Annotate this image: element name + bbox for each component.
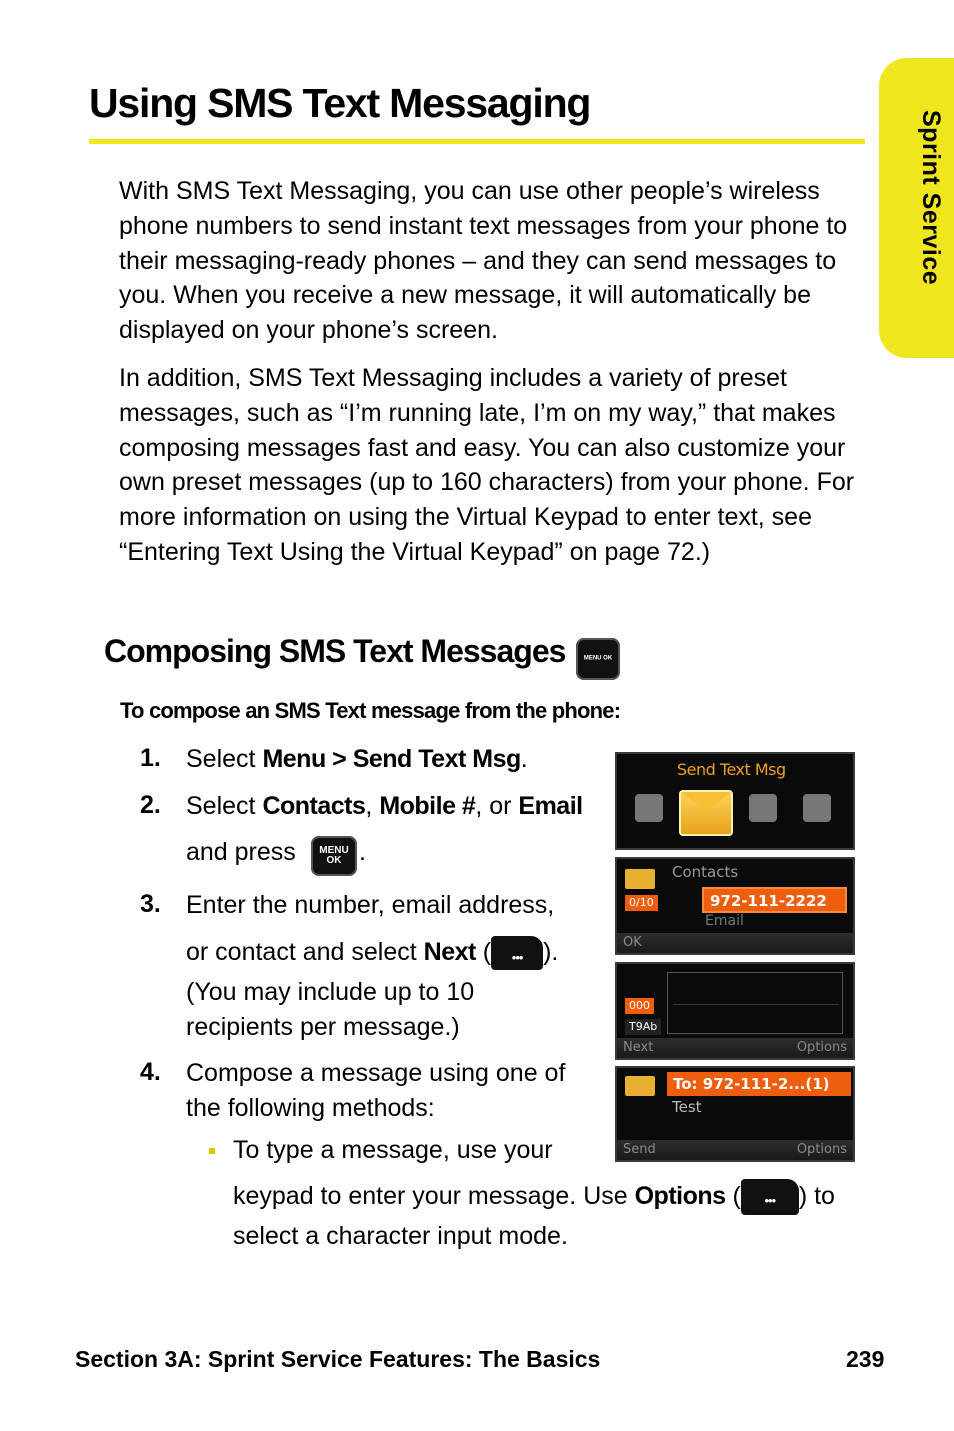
softkey-icon xyxy=(491,936,543,970)
step-4-line-1: Compose a message using one of xyxy=(186,1059,566,1087)
message-input-area xyxy=(667,972,843,1034)
bullet-marker xyxy=(209,1148,215,1154)
phone-screen-compose xyxy=(615,962,855,1060)
step-3-close-paren: ). xyxy=(543,938,559,966)
step-2-pre: Select xyxy=(186,792,263,820)
step-number-3: 3. xyxy=(140,890,161,918)
screen-title: Contacts xyxy=(672,863,739,881)
bullet-options: Options xyxy=(634,1182,726,1210)
footer-section-label: Section 3A: Sprint Service Features: The Basics xyxy=(75,1346,601,1372)
step-1-menu-path: Menu > Send Text Msg xyxy=(262,745,521,773)
screen-title: Send Text Msg xyxy=(677,760,786,779)
procedure-subheading: To compose an SMS Text message from the phone: xyxy=(120,698,621,723)
softkey-icon xyxy=(741,1179,799,1215)
char-count-badge: 000 xyxy=(625,998,654,1014)
message-body: Test xyxy=(672,1098,702,1116)
step-2-sep-2: , or xyxy=(475,792,519,820)
menu-ok-key-icon xyxy=(311,836,357,876)
left-softkey-label: OK xyxy=(623,935,642,950)
title-underline xyxy=(89,139,865,144)
step-2-mobile: Mobile # xyxy=(379,792,476,820)
recipient-count-badge: 0/10 xyxy=(625,895,658,911)
input-mode-badge: T9Ab xyxy=(625,1019,661,1035)
bullet-open-paren: ( xyxy=(725,1182,741,1210)
step-number-2: 2. xyxy=(140,791,161,819)
softkey-bar xyxy=(617,1038,853,1058)
step-3-line-4: recipients per message.) xyxy=(186,1013,460,1041)
step-2-period: . xyxy=(359,838,366,866)
step-3-pre: or contact and select xyxy=(186,938,424,966)
menu-ok-key-label: MENU OK xyxy=(583,655,613,662)
menu-key-label: MENU xyxy=(319,845,349,856)
left-softkey-label: Send xyxy=(623,1142,656,1157)
phone-screen-contacts xyxy=(615,857,855,955)
menu-ok-key-text xyxy=(311,846,357,866)
recipient-bar: To: 972-111-2...(1) xyxy=(667,1072,851,1096)
ok-key-label: OK xyxy=(326,855,342,866)
bullet-pre: keypad to enter your message. Use xyxy=(233,1182,635,1210)
step-2-line-2 xyxy=(186,835,296,870)
email-option: Email xyxy=(705,913,744,929)
softkey-bar xyxy=(617,1140,853,1160)
step-number-4: 4. xyxy=(140,1058,161,1086)
step-2-line-1 xyxy=(186,789,583,824)
step-3-line-2 xyxy=(186,935,558,970)
phone-screen-send-text-msg xyxy=(615,752,855,850)
menu-icon xyxy=(803,794,831,822)
envelope-icon xyxy=(679,790,733,836)
bullet-line-3: select a character input mode. xyxy=(233,1222,568,1250)
right-softkey-label: Options xyxy=(796,1142,847,1157)
step-2-press-text: and press xyxy=(186,838,296,866)
step-1-pre: Select xyxy=(186,745,263,773)
softkey-bar xyxy=(617,933,853,953)
menu-icon xyxy=(635,794,663,822)
step-2-email: Email xyxy=(518,792,583,820)
step-1-text xyxy=(186,742,528,777)
step-3-line-3: (You may include up to 10 xyxy=(186,978,475,1006)
menu-ok-key-icon xyxy=(576,638,620,680)
left-softkey-label: Next xyxy=(623,1040,654,1055)
side-tab-label: Sprint Service xyxy=(917,110,945,286)
input-line xyxy=(673,1004,839,1005)
step-number-1: 1. xyxy=(140,744,161,772)
step-3-next: Next xyxy=(423,938,476,966)
step-1-post: . xyxy=(520,745,528,773)
step-3-open-paren: ( xyxy=(475,938,492,966)
envelope-icon xyxy=(625,1076,655,1096)
bullet-close-paren: ) to xyxy=(798,1182,835,1210)
step-2-contacts: Contacts xyxy=(262,792,366,820)
step-3-line-1: Enter the number, email address, xyxy=(186,891,555,919)
section-heading: Composing SMS Text Messages xyxy=(104,633,566,669)
bullet-line-1: To type a message, use your xyxy=(233,1136,553,1164)
bullet-line-2 xyxy=(233,1179,835,1215)
phone-screen-message xyxy=(615,1066,855,1162)
page-number: 239 xyxy=(846,1346,885,1372)
right-softkey-label: Options xyxy=(796,1040,847,1055)
step-4-line-2: the following methods: xyxy=(186,1094,435,1122)
contact-number-highlight: 972-111-2222 xyxy=(702,887,847,913)
menu-icon xyxy=(749,794,777,822)
step-2-sep-1: , xyxy=(365,792,380,820)
page-title: Using SMS Text Messaging xyxy=(89,80,591,126)
envelope-icon xyxy=(625,869,655,889)
intro-paragraph-2: In addition, SMS Text Messaging includes a variety of preset messages, such as “I’m running late, I’m on my way,” that makes composing messages fast and easy. You can also customize your own preset messages (up to 160 characters) from your phone. For more information on using the Virtual Keypad to enter text, see “Entering Text Using the Virtual Keypad” on page 72.) xyxy=(119,364,855,566)
intro-paragraph-1: With SMS Text Messaging, you can use other people’s wireless phone numbers to send instant text messages from your phone to their messaging-ready phones – and they can send messages to you. When you receive a new message, it will automatically be displayed on your phone’s screen. xyxy=(119,177,848,345)
